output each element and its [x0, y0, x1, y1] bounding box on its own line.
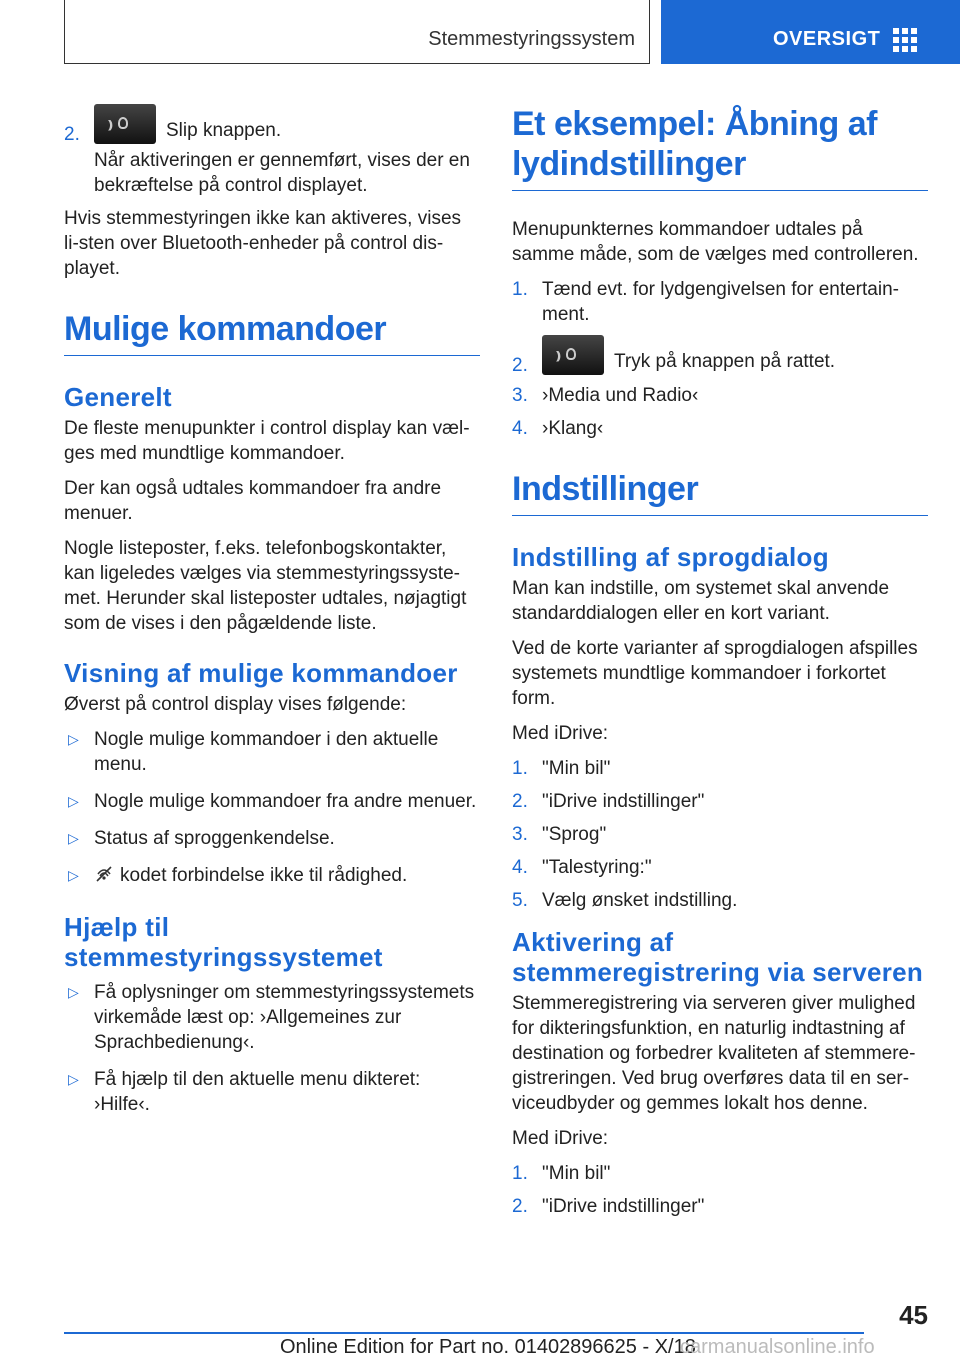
step-list: [512, 277, 928, 441]
step-number: 3.: [512, 385, 528, 406]
paragraph: Hvis stemmestyringen ikke kan aktiveres, vises li-sten over Bluetooth-enheder på control dis-playet.: [64, 208, 462, 279]
step-text: "Min bil": [542, 1163, 611, 1184]
step-number: 1.: [512, 758, 528, 779]
step-number: 3.: [512, 824, 528, 845]
list-item-text: Få hjælp til den aktuelle menu dikteret: ›Hilfe‹.: [94, 1069, 421, 1115]
step-number: 1.: [512, 279, 528, 300]
step-text: "Talestyring:": [542, 857, 652, 878]
list-item: [64, 1067, 480, 1117]
bullet-glyph: ▷: [68, 1071, 79, 1087]
list-item: [512, 277, 928, 327]
step-body: Når aktiveringen er gennemført, vises der en bekræftelse på control displayet.: [94, 150, 470, 196]
bullet-glyph: ▷: [68, 731, 79, 747]
step-text: "iDrive indstillinger": [542, 791, 705, 812]
subsection-heading: Generelt: [64, 382, 172, 412]
edition-footer: Online Edition for Part no. 01402896625 - X/18: [280, 1336, 696, 1358]
subsection-heading: Aktivering af stemmeregistrering via serveren: [512, 927, 924, 987]
step-text: "iDrive indstillinger": [542, 1196, 705, 1217]
page-number: 45: [899, 1300, 928, 1330]
list-item: [512, 383, 928, 408]
list-item: [512, 855, 928, 880]
paragraph: Der kan også udtales kommandoer fra andre menuer.: [64, 478, 442, 524]
step-list: [64, 104, 480, 198]
footer-divider: [64, 1332, 864, 1334]
step-number: 2.: [512, 355, 528, 376]
grid-icon: [893, 28, 919, 52]
section-heading: Indstillinger: [512, 469, 928, 516]
overview-tab[interactable]: [661, 0, 960, 64]
paragraph: Øverst på control display vises følgende:: [64, 694, 407, 715]
subsection-heading: Visning af mulige kommandoer: [64, 658, 458, 688]
right-column: [512, 104, 928, 1227]
voice-button-icon: [94, 104, 156, 144]
voice-button-icon: [542, 335, 604, 375]
paragraph: Man kan indstille, om systemet skal anvende standarddialogen eller en kort variant.: [512, 578, 890, 624]
step-text: ›Media und Radio‹: [542, 385, 699, 406]
subsection-heading: Hjælp til stemmestyringssystemet: [64, 912, 383, 972]
watermark: carmanualsonline.info: [680, 1336, 875, 1358]
left-column: [64, 104, 480, 1125]
paragraph: Med iDrive:: [512, 723, 609, 744]
step-text: Tryk på knappen på rattet.: [614, 351, 836, 372]
step-number: 5.: [512, 890, 528, 911]
step-number: 1.: [512, 1163, 528, 1184]
list-item: [64, 727, 480, 777]
overview-tab-label: OVERSIGT: [773, 28, 881, 50]
no-connection-icon: [94, 864, 114, 884]
paragraph: Ved de korte varianter af sprogdialogen afspilles systemets mundtlige kommandoer i forkortet form.: [512, 638, 918, 709]
step-number: 2.: [512, 1196, 528, 1217]
section-heading: Et eksempel: Åbning af lydindstillinger: [512, 104, 928, 191]
paragraph: Med iDrive:: [512, 1128, 609, 1149]
bullet-list: [64, 727, 480, 888]
list-item: [512, 822, 928, 847]
list-item: [512, 416, 928, 441]
list-item: [64, 104, 480, 198]
header-title: Stemmestyringssystem: [428, 28, 635, 50]
step-list: [512, 1161, 928, 1219]
list-item-text: Nogle mulige kommandoer i den aktuelle menu.: [94, 729, 439, 775]
list-item: [512, 1161, 928, 1186]
step-text: Vælg ønsket indstilling.: [542, 890, 738, 911]
section-heading: Mulige kommandoer: [64, 309, 480, 356]
step-text: Tænd evt. for lydgengivelsen for entertain-ment.: [542, 279, 899, 325]
list-item: [64, 980, 480, 1055]
list-item: [64, 789, 480, 814]
list-item: [512, 789, 928, 814]
list-item-text: Få oplysninger om stemmestyringssystemets virkemåde læst op: ›Allgemeines zur Sprachbedienung‹.: [94, 982, 475, 1053]
list-item: [512, 888, 928, 913]
step-text: "Sprog": [542, 824, 607, 845]
step-text: Slip knappen.: [166, 120, 282, 141]
list-item: [64, 863, 480, 888]
step-text: "Min bil": [542, 758, 611, 779]
list-item: [512, 1194, 928, 1219]
step-list: [512, 756, 928, 913]
step-number: 4.: [512, 857, 528, 878]
list-item: [64, 826, 480, 851]
bullet-glyph: ▷: [68, 793, 79, 809]
step-number: 2.: [64, 124, 80, 145]
list-item: [512, 756, 928, 781]
list-item-text: Nogle mulige kommandoer fra andre menuer.: [94, 791, 477, 812]
step-text: ›Klang‹: [542, 418, 604, 439]
step-number: 4.: [512, 418, 528, 439]
bullet-glyph: ▷: [68, 830, 79, 846]
bullet-list: [64, 980, 480, 1117]
paragraph: Menupunkternes kommandoer udtales på samme måde, som de vælges med controlleren.: [512, 219, 919, 265]
header-title-box: [64, 0, 650, 64]
paragraph: De fleste menupunkter i control display kan væl-ges med mundtlige kommandoer.: [64, 418, 470, 464]
paragraph: Nogle listeposter, f.eks. telefonbogskontakter, kan ligeledes vælges via stemmestyringssyste-met. Herunder skal listeposter udtales, nøjagtigt som de vises i den pågældende liste.: [64, 538, 467, 634]
bullet-glyph: ▷: [68, 984, 79, 1000]
list-item-text: kodet forbindelse ikke til rådighed.: [120, 865, 408, 886]
list-item-text: Status af sproggenkendelse.: [94, 828, 335, 849]
list-item: [512, 335, 928, 375]
subsection-heading: Indstilling af sprogdialog: [512, 542, 829, 572]
paragraph: Stemmeregistrering via serveren giver mulighed for dikteringsfunktion, en naturlig indtastning af destination og forbedrer kvaliteten af stemmere-gistreringen. Ved brug overføres data til en ser-viceudbyder og gemmes lokalt hos denne.: [512, 993, 916, 1114]
bullet-glyph: ▷: [68, 867, 79, 883]
step-number: 2.: [512, 791, 528, 812]
